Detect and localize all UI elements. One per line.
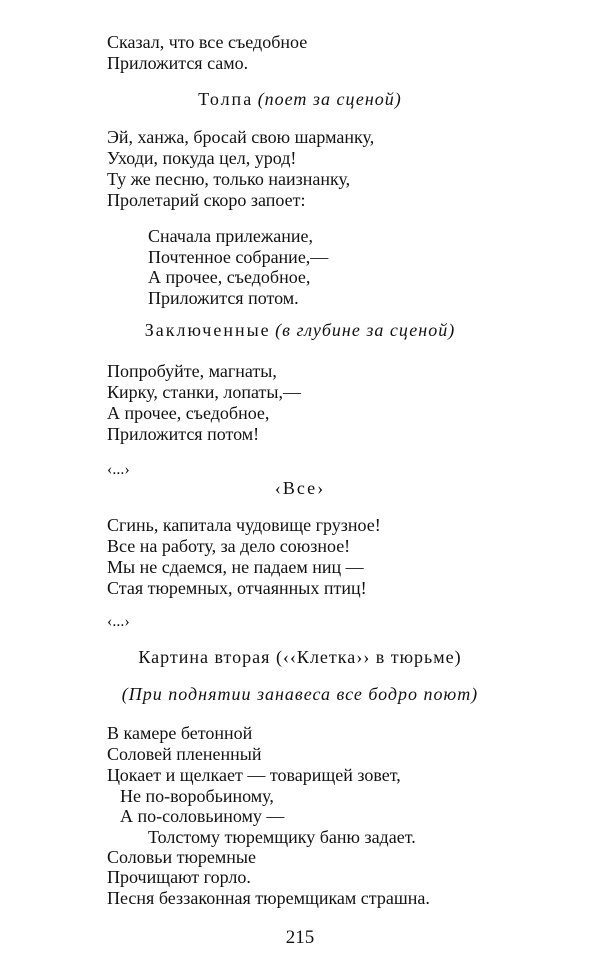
verse-line: В камере бетонной	[107, 723, 253, 743]
scene-heading: Картина вторая (‹‹Клетка›› в тюрьме)	[138, 647, 462, 667]
verse-line: Цокает и щелкает — товарищей зовет,	[107, 765, 401, 785]
verse-line: Эй, ханжа, бросай свою шарманку,	[107, 127, 375, 147]
stage-direction: (При поднятии занавеса все бодро поют)	[121, 684, 479, 704]
verse-line: Не по-воробьиному,	[120, 786, 274, 806]
verse-line: Приложится само.	[107, 53, 249, 73]
verse-line: А прочее, съедобное,	[107, 403, 270, 423]
speaker-heading	[0, 88, 600, 110]
verse-line: Приложится потом.	[148, 288, 299, 308]
verse-line: А по-соловьиному —	[120, 806, 285, 826]
verse-line: А прочее, съедобное,	[148, 267, 311, 287]
speaker-name: Толпа	[198, 89, 254, 109]
speaker-name: Заключенные	[144, 320, 271, 340]
verse-line: Почтенное собрание,—	[148, 247, 329, 267]
omission-mark: ‹...›	[107, 613, 130, 630]
verse-line: Все на работу, за дело союзное!	[107, 536, 351, 556]
stage-direction: (в глубине за сценой)	[275, 320, 456, 340]
verse-line: Сгинь, капитала чудовище грузное!	[107, 515, 381, 535]
speaker-heading	[0, 319, 600, 341]
verse-line: Мы не сдаемся, не падаем ниц —	[107, 557, 364, 577]
verse-line: Соловей плененный	[107, 744, 262, 764]
verse-line: Прочищают горло.	[107, 867, 251, 887]
verse-line: Ту же песню, только наизнанку,	[107, 169, 351, 189]
verse-line: Уходи, покуда цел, урод!	[107, 148, 297, 168]
omission-mark: ‹...›	[107, 461, 130, 478]
verse-line: Соловьи тюремные	[107, 847, 257, 867]
stage-direction: (поет за сценой)	[257, 89, 402, 109]
verse-line: Сначала прилежание,	[148, 226, 313, 246]
verse-line: Кирку, станки, лопаты,—	[107, 382, 302, 402]
verse-line: Толстому тюремщику баню задает.	[148, 827, 416, 847]
verse-line: Песня беззаконная тюремщикам страшна.	[107, 888, 430, 908]
verse-line: Приложится потом!	[107, 424, 260, 444]
page-number: 215	[285, 927, 315, 948]
verse-line: Сказал, что все съедобное	[107, 32, 308, 52]
speaker-heading: ‹Все›	[274, 478, 326, 498]
verse-line: Пролетарий скоро запоет:	[107, 190, 306, 210]
verse-line: Стая тюремных, отчаянных птиц!	[107, 578, 367, 598]
verse-line: Попробуйте, магнаты,	[107, 361, 277, 381]
